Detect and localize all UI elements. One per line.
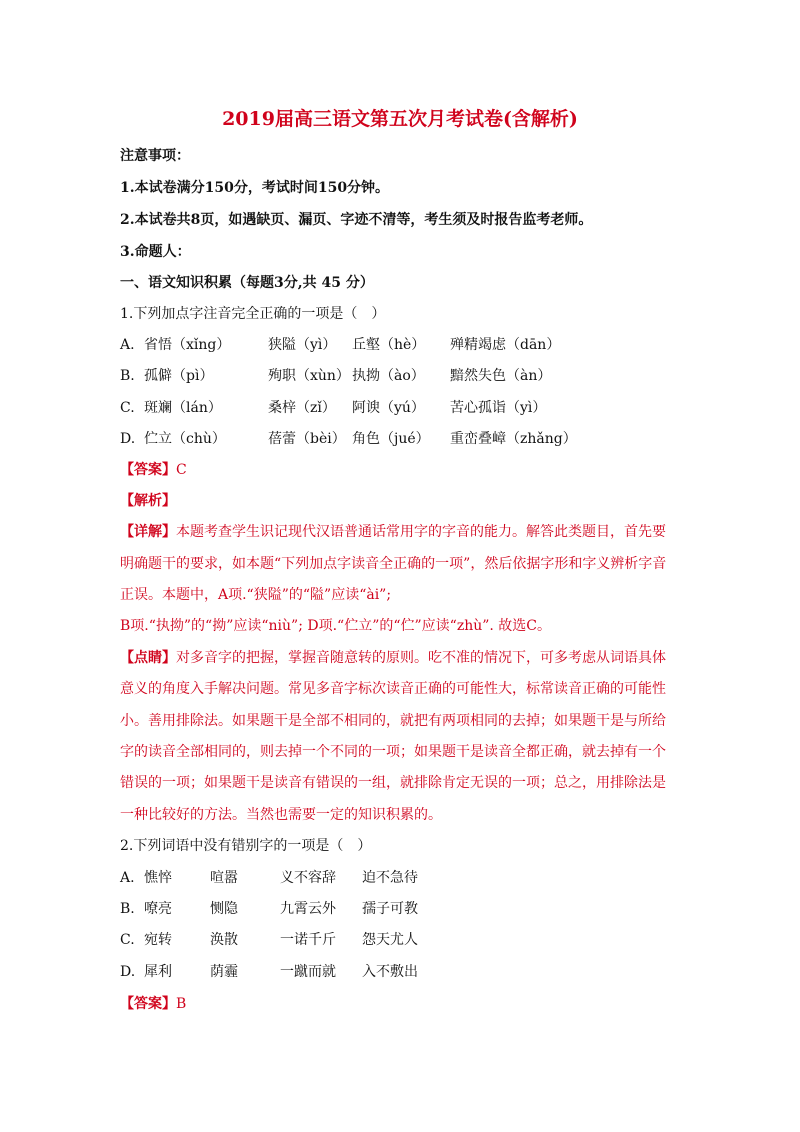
option-word: 涣散 [210, 932, 238, 948]
option-word: 犀利 [144, 964, 172, 980]
option-word: 宛转 [144, 932, 172, 948]
option-word: 怨天尤人 [362, 932, 418, 948]
answer-value: C [176, 462, 187, 478]
option-label: A. [120, 870, 135, 886]
question-2-option-c [120, 930, 418, 950]
detail-line: B项.“执拗”的“拗”应读“niù”; D项.“伫立”的“伫”应读“zhù”. 故选C。 [120, 618, 551, 634]
option-word: 省悟（xǐng） [144, 337, 231, 353]
point-line: 意义的角度入手解决问题。常见多音字标次读音正确的可能性大，标常读音正确的可能性 [120, 681, 666, 697]
option-word: 狭隘（yì） [268, 337, 337, 353]
option-word: 丘壑（hè） [352, 337, 426, 353]
option-word: 恻隐 [210, 901, 238, 917]
section-heading: 一、语文知识积累（每题3分,共 45 分） [120, 275, 374, 291]
option-word: 执拗（ào） [352, 368, 425, 384]
option-label: D. [120, 431, 136, 447]
option-word: 孤僻（pì） [144, 368, 214, 384]
question-2-option-d [120, 962, 418, 982]
option-word: 阿谀（yú） [352, 400, 425, 416]
option-word: 伫立（chù） [144, 431, 226, 447]
question-1-option-b [120, 366, 551, 386]
note-item: 3.命题人： [120, 244, 191, 260]
option-word: 斑斓（lán） [144, 400, 222, 416]
analysis-tag: 【解析】 [120, 493, 176, 509]
option-word: 角色（jué） [352, 431, 430, 447]
answer-tag: 【答案】 [120, 996, 176, 1012]
option-label: C. [120, 932, 135, 948]
option-word: 义不容辞 [280, 870, 336, 886]
point-tag: 【点睛】 [120, 650, 176, 666]
question-2-stem: 2.下列词语中没有错别字的一项是（ ） [120, 838, 372, 854]
option-label: B. [120, 901, 135, 917]
option-label: B. [120, 368, 135, 384]
option-label: C. [120, 400, 135, 416]
option-word: 桑梓（zǐ） [268, 400, 336, 416]
question-2-option-b [120, 899, 418, 919]
detail-line: 明确题干的要求，如本题“下列加点字读音全正确的一项”，然后依据字形和字义辨析字音 [120, 556, 667, 572]
option-label: D. [120, 964, 136, 980]
option-word: 孺子可教 [362, 901, 418, 917]
option-word: 蓓蕾（bèi） [268, 431, 346, 447]
option-word: 九霄云外 [280, 901, 336, 917]
question-1-option-d [120, 429, 577, 449]
option-word: 憔悴 [144, 870, 172, 886]
point-line: 小。善用排除法。如果题干是全部不相同的，就把有两项相同的去掉；如果题干是与所给 [120, 713, 666, 729]
notes-heading: 注意事项： [120, 148, 190, 164]
note-item: 2.本试卷共8页，如遇缺页、漏页、字迹不清等，考生须及时报告监考老师。 [120, 212, 593, 228]
point-line [120, 648, 666, 668]
answer-value: B [176, 996, 187, 1012]
point-text: 对多音字的把握，掌握音随意转的原则。吃不准的情况下，可多考虑从词语具体 [176, 650, 666, 666]
option-word: 迫不急待 [362, 870, 418, 886]
detail-line: 正误。本题中，A项.“狭隘”的“隘”应读“ài”; [120, 587, 392, 603]
question-2-answer [120, 994, 186, 1014]
point-line: 一种比较好的方法。当然也需要一定的知识积累的。 [120, 807, 442, 823]
answer-tag: 【答案】 [120, 462, 176, 478]
option-word: 殚精竭虑（dān） [450, 337, 561, 353]
question-1-option-a [120, 335, 560, 355]
option-word: 嘹亮 [144, 901, 172, 917]
question-1-stem: 1.下列加点字注音完全正确的一项是（ ） [120, 306, 386, 322]
option-word: 一诺千斤 [280, 932, 336, 948]
detail-tag: 【详解】 [120, 524, 176, 540]
option-word: 重峦叠嶂（zhǎng） [450, 431, 577, 447]
detail-line [120, 522, 666, 542]
question-1-option-c [120, 398, 546, 418]
question-1-answer [120, 460, 187, 480]
option-word: 殉职（xùn） [268, 368, 350, 384]
option-word: 苦心孤诣（yì） [450, 400, 547, 416]
option-word: 喧嚣 [210, 870, 238, 886]
point-line: 错误的一项；如果题干是读音有错误的一组，就排除肯定无误的一项；总之，用排除法是 [120, 775, 666, 791]
option-word: 黯然失色（àn） [450, 368, 552, 384]
option-word: 荫霾 [210, 964, 238, 980]
option-word: 一蹴而就 [280, 964, 336, 980]
note-item: 1.本试卷满分150分，考试时间150分钟。 [120, 180, 390, 196]
page-title: 2019届高三语文第五次月考试卷(含解析) [222, 108, 578, 130]
point-line: 字的读音全部相同的，则去掉一个不同的一项；如果题干是读音全都正确，就去掉有一个 [120, 744, 666, 760]
question-2-option-a [120, 868, 418, 888]
option-word: 入不敷出 [362, 964, 418, 980]
option-label: A. [120, 337, 135, 353]
detail-text: 本题考查学生识记现代汉语普通话常用字的字音的能力。解答此类题目，首先要 [176, 524, 666, 540]
